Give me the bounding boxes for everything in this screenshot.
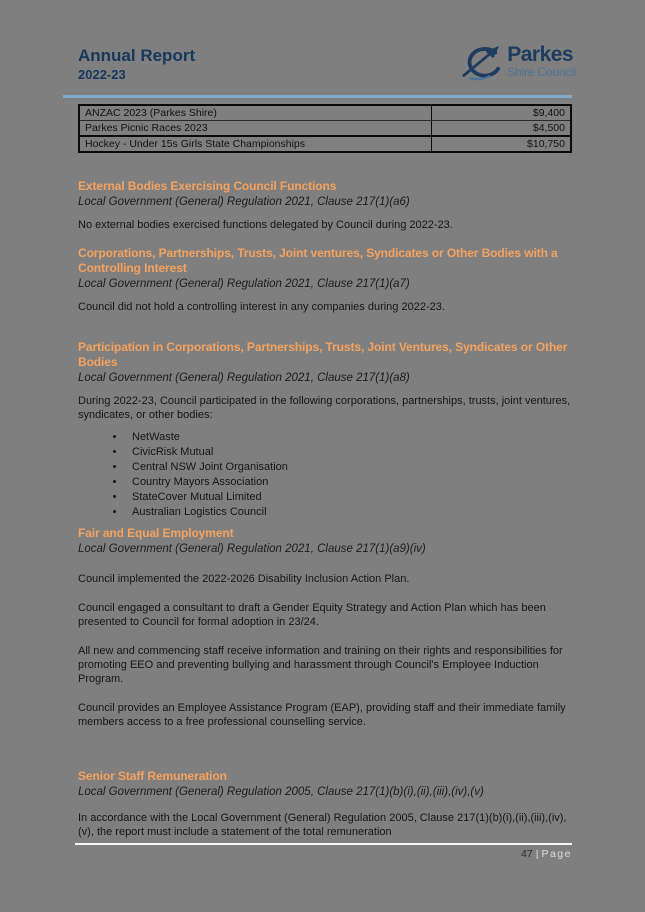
funding-table: [78, 104, 572, 153]
parkes-shire-council-logo: [457, 44, 576, 89]
header-rule: [63, 95, 572, 98]
footer-page-word: Page: [541, 848, 572, 860]
paragraph: During 2022-23, Council participated in the following corporations, partnerships, trusts, joint ventures, syndicates, or other bodies:: [78, 395, 571, 421]
paragraph: All new and commencing staff receive information and training on their rights and responsibilities for promoting EEO and preventing bullying and harassment through Council's Employee Induction Program.: [78, 645, 563, 685]
paragraph: No external bodies exercised functions delegated by Council during 2022-23.: [78, 219, 453, 231]
section-clause: Local Government (General) Regulation 2021, Clause 217(1)(a9)(iv): [78, 543, 426, 555]
section-clause: Local Government (General) Regulation 2021, Clause 217(1)(a6): [78, 196, 410, 208]
report-period: 2022-23: [78, 67, 126, 82]
list-item: • NetWaste: [126, 430, 572, 445]
section-heading: Senior Staff Remuneration: [78, 769, 227, 783]
funding-item: Parkes Picnic Races 2023: [79, 121, 432, 137]
logo-name: Parkes: [507, 43, 574, 66]
dish-swoosh-icon: [457, 44, 503, 89]
section-heading: Participation in Corporations, Partnerships, Trusts, Joint Ventures, Syndicates or Other Bodies: [78, 340, 568, 369]
section-clause: Local Government (General) Regulation 2021, Clause 217(1)(a7): [78, 278, 410, 290]
participation-bullet-list: [78, 430, 572, 520]
page-header: [78, 0, 576, 89]
section-senior-staff-remuneration: [78, 769, 572, 839]
list-item: • CivicRisk Mutual: [126, 445, 572, 460]
paragraph: Council did not hold a controlling interest in any companies during 2022-23.: [78, 301, 445, 313]
header-title-block: [78, 46, 195, 82]
section-participation: [78, 340, 572, 520]
paragraph: Council engaged a consultant to draft a Gender Equity Strategy and Action Plan which has been presented to Council for formal adoption in 23/24.: [78, 602, 546, 628]
page-number: 47: [521, 848, 533, 860]
section-heading: Fair and Equal Employment: [78, 526, 234, 540]
logo-subtitle: Shire Council: [507, 65, 576, 79]
page-footer: [75, 843, 572, 860]
list-item: • Central NSW Joint Organisation: [126, 460, 572, 475]
paragraph: Council provides an Employee Assistance Program (EAP), providing staff and their immediate family members access to a free professional counselling service.: [78, 702, 566, 728]
footer-page-indicator: [75, 848, 572, 860]
paragraph: Council implemented the 2022-2026 Disability Inclusion Action Plan.: [78, 573, 410, 585]
document-page: [78, 0, 576, 839]
funding-item: Hockey - Under 15s Girls State Championships: [85, 138, 306, 150]
list-item: • Country Mayors Association: [126, 475, 572, 490]
table-row: [79, 105, 571, 121]
section-clause: Local Government (General) Regulation 2021, Clause 217(1)(a8): [78, 372, 410, 384]
logo-text: [507, 44, 576, 78]
funding-item: ANZAC 2023 (Parkes Shire): [79, 105, 432, 121]
section-heading: Corporations, Partnerships, Trusts, Joint ventures, Syndicates or Other Bodies with a Controlling Interest: [78, 246, 558, 275]
list-item: • Australian Logistics Council: [126, 505, 572, 520]
list-item: • StateCover Mutual Limited: [126, 490, 572, 505]
section-clause: Local Government (General) Regulation 2005, Clause 217(1)(b)(i),(ii),(iii),(iv),(v): [78, 786, 484, 798]
table-row: [79, 136, 571, 152]
footer-separator: |: [535, 848, 539, 860]
table-row: [79, 121, 571, 137]
section-heading: External Bodies Exercising Council Functions: [78, 179, 337, 193]
funding-amount: $9,400: [432, 105, 572, 121]
funding-amount: $10,750: [432, 136, 572, 152]
report-title: Annual Report: [78, 46, 196, 65]
section-controlling-interest: [78, 246, 572, 314]
paragraph: In accordance with the Local Government (General) Regulation 2005, Clause 217(1)(b)(i),(ii),(iii),(iv),(v), the report must include a statement of the total remuneration: [78, 812, 567, 838]
footer-rule: [75, 843, 572, 845]
section-fair-equal-employment: [78, 526, 572, 729]
section-external-bodies: [78, 179, 572, 232]
funding-amount: $4,500: [432, 121, 572, 137]
